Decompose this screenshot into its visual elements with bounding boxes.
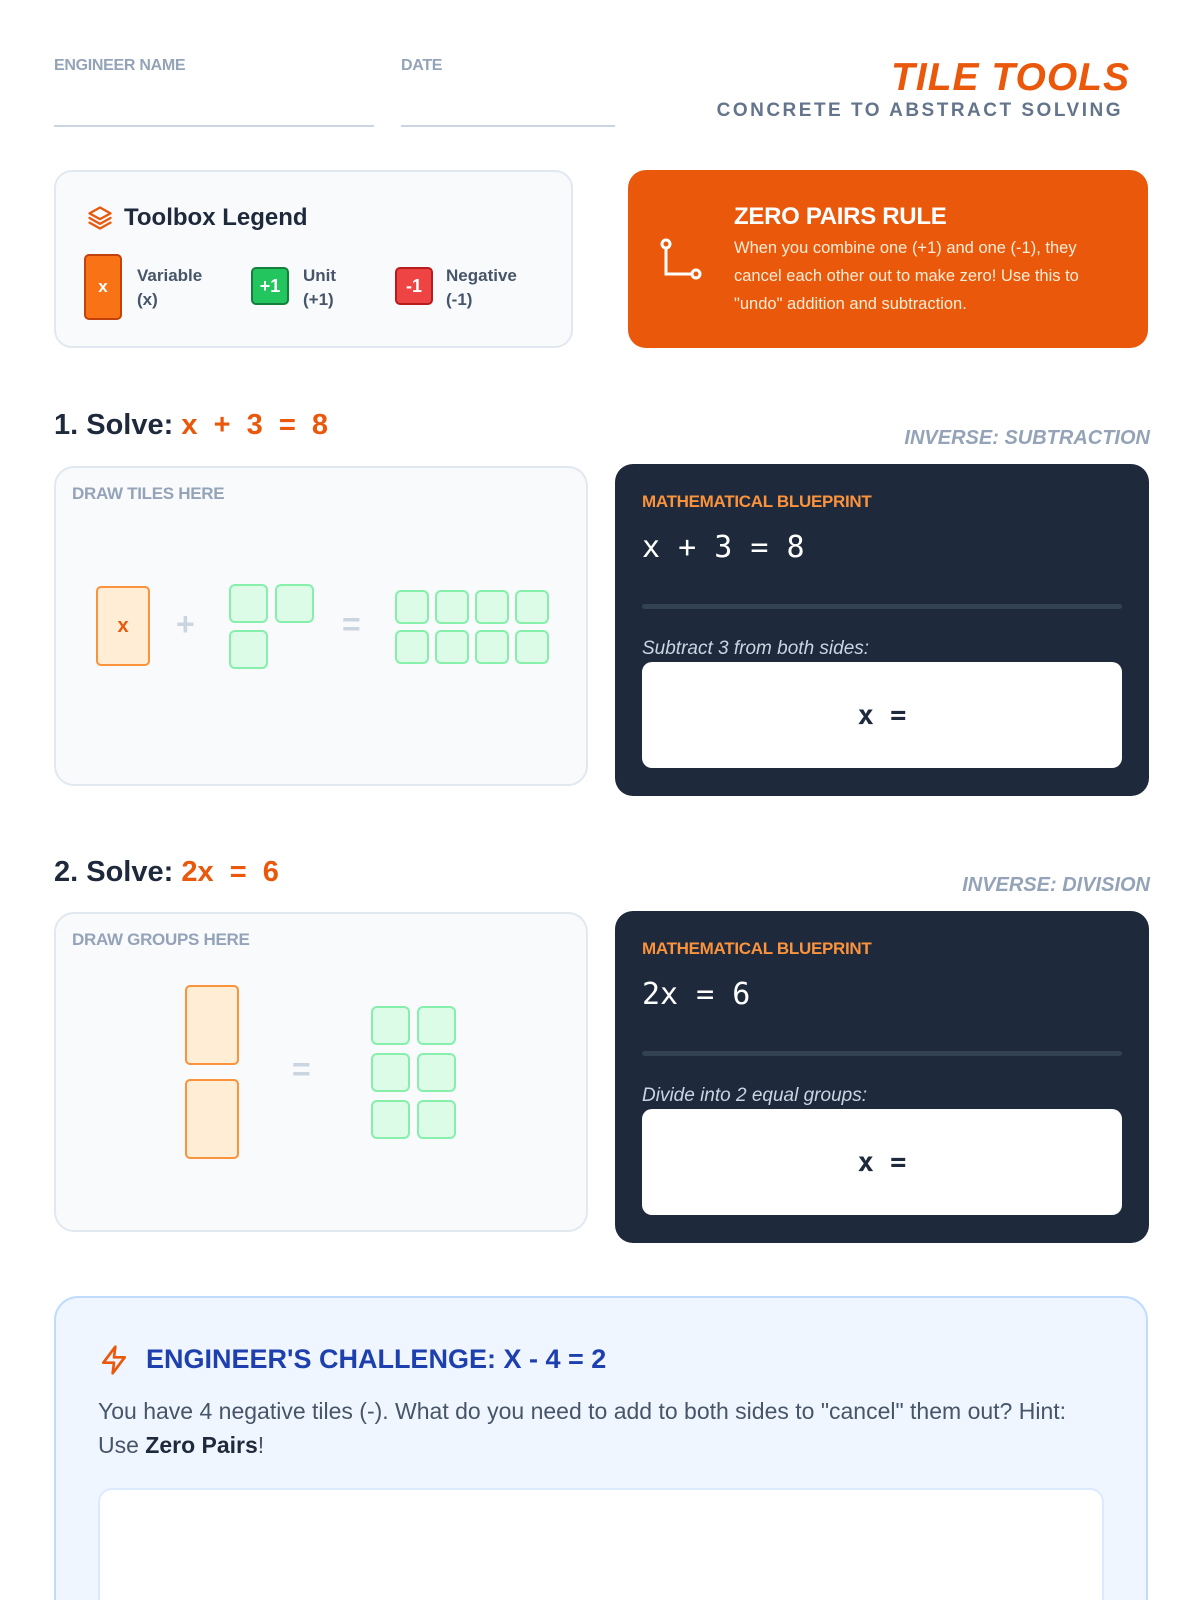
variable-tile bbox=[185, 1079, 239, 1159]
unit-tile bbox=[371, 1053, 410, 1092]
legend-negative-tile: -1 bbox=[395, 267, 433, 305]
axis-icon bbox=[658, 236, 704, 282]
problem-1-draw-area[interactable] bbox=[54, 466, 588, 786]
plus-sign: + bbox=[176, 606, 195, 642]
problem-1-inverse: INVERSE: SUBTRACTION bbox=[904, 427, 1150, 449]
challenge-text: You have 4 negative tiles (-). What do you need to add to both sides to "cancel" them out? Hint: Use Zero Pairs! bbox=[98, 1398, 1067, 1458]
unit-tile bbox=[475, 630, 509, 664]
unit-tile bbox=[475, 590, 509, 624]
unit-tile bbox=[417, 1006, 456, 1045]
variable-tile bbox=[185, 985, 239, 1065]
date-field[interactable] bbox=[401, 125, 615, 127]
unit-tile bbox=[395, 590, 429, 624]
problem-2-blueprint bbox=[615, 911, 1149, 1243]
blueprint-hint: Subtract 3 from both sides: bbox=[642, 638, 870, 659]
toolbox-legend bbox=[54, 170, 573, 348]
layers-icon bbox=[86, 204, 114, 232]
unit-tile bbox=[275, 584, 314, 623]
blueprint-equation: x + 3 = 8 bbox=[642, 530, 805, 565]
problem-2-inverse: INVERSE: DIVISION bbox=[962, 874, 1150, 896]
unit-tile bbox=[435, 590, 469, 624]
engineers-challenge-card bbox=[54, 1296, 1148, 1600]
blueprint-equation: 2x = 6 bbox=[642, 977, 751, 1012]
problem-1-answer-field[interactable]: x = bbox=[642, 662, 1122, 768]
problem-1-equation: x + 3 = 8 bbox=[181, 409, 329, 441]
problem-1-heading: 1. Solve: x + 3 = 8 bbox=[54, 409, 329, 441]
equals-sign: = bbox=[292, 1051, 311, 1087]
date-label: DATE bbox=[401, 57, 443, 74]
legend-title: Toolbox Legend bbox=[124, 204, 308, 231]
legend-variable-label: Variable (x) bbox=[137, 266, 203, 309]
unit-tile bbox=[371, 1100, 410, 1139]
divider bbox=[642, 604, 1122, 609]
unit-tile bbox=[515, 630, 549, 664]
zero-pairs-title: ZERO PAIRS RULE bbox=[734, 203, 947, 230]
blueprint-label: MATHEMATICAL BLUEPRINT bbox=[642, 492, 872, 511]
legend-unit-label: Unit (+1) bbox=[303, 266, 337, 309]
legend-negative-label: Negative (-1) bbox=[446, 266, 517, 309]
challenge-title: ENGINEER'S CHALLENGE: X - 4 = 2 bbox=[146, 1344, 607, 1374]
engineer-name-label: ENGINEER NAME bbox=[54, 57, 186, 74]
legend-variable-tile: x bbox=[84, 254, 122, 320]
unit-tile bbox=[435, 630, 469, 664]
equals-sign: = bbox=[342, 606, 361, 642]
divider bbox=[642, 1051, 1122, 1056]
unit-tile bbox=[229, 630, 268, 669]
variable-tile: x bbox=[96, 586, 150, 666]
draw-area-label: DRAW TILES HERE bbox=[72, 484, 225, 503]
unit-tile bbox=[515, 590, 549, 624]
problem-1-blueprint bbox=[615, 464, 1149, 796]
legend-unit-tile: +1 bbox=[251, 267, 289, 305]
brand-title: TILE TOOLS bbox=[891, 56, 1130, 99]
problem-2-draw-area[interactable] bbox=[54, 912, 588, 1232]
blueprint-label: MATHEMATICAL BLUEPRINT bbox=[642, 939, 872, 958]
zero-pairs-rule-card bbox=[628, 170, 1148, 348]
problem-2-equation: 2x = 6 bbox=[181, 856, 279, 888]
unit-tile bbox=[229, 584, 268, 623]
challenge-answer-box[interactable] bbox=[98, 1488, 1104, 1600]
engineer-name-field[interactable] bbox=[54, 125, 374, 127]
blueprint-hint: Divide into 2 equal groups: bbox=[642, 1085, 867, 1106]
unit-tile bbox=[395, 630, 429, 664]
draw-area-label: DRAW GROUPS HERE bbox=[72, 930, 250, 949]
problem-2-answer-field[interactable]: x = bbox=[642, 1109, 1122, 1215]
problem-2-heading: 2. Solve: 2x = 6 bbox=[54, 856, 279, 888]
brand-subtitle: CONCRETE TO ABSTRACT SOLVING bbox=[716, 100, 1123, 121]
lightning-icon bbox=[98, 1344, 130, 1376]
zero-pairs-body: When you combine one (+1) and one (-1), they cancel each other out to make zero! Use this to "undo" addition and subtraction. bbox=[734, 239, 1079, 313]
unit-tile bbox=[417, 1100, 456, 1139]
unit-tile bbox=[371, 1006, 410, 1045]
unit-tile bbox=[417, 1053, 456, 1092]
